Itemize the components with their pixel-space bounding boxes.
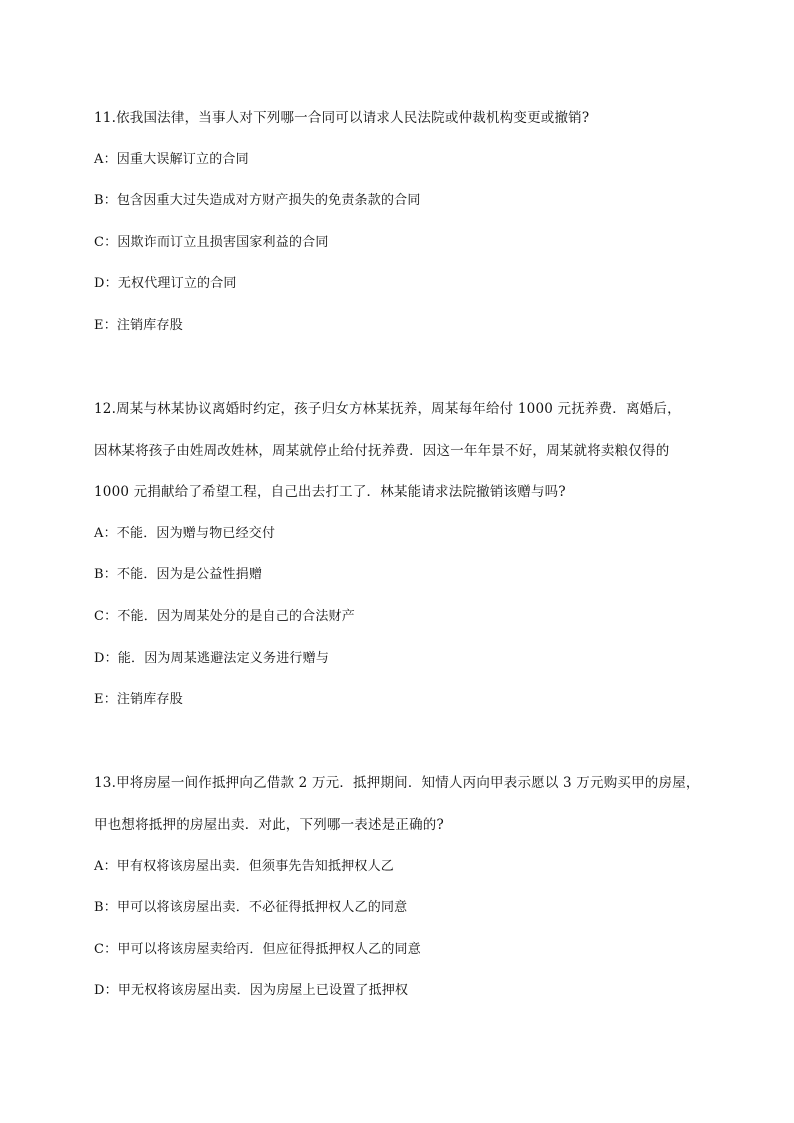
question-12-option-d: D：能．因为周某逃避法定义务进行赠与 — [94, 651, 330, 666]
question-11-option-a: A：因重大误解订立的合同 — [94, 152, 249, 167]
question-13-option-b: B：甲可以将该房屋出卖．不必征得抵押权人乙的同意 — [94, 900, 408, 915]
question-13-option-a: A：甲有权将该房屋出卖．但须事先告知抵押权人乙 — [94, 859, 394, 874]
question-11-option-d: D：无权代理订立的合同 — [94, 276, 237, 291]
question-13-option-d: D：甲无权将该房屋出卖．因为房屋上已设置了抵押权 — [94, 983, 409, 998]
question-12-stem-line-3: 1000 元捐献给了希望工程，自己出去打工了．林某能请求法院撤销该赠与吗? — [94, 484, 566, 500]
question-12-stem-line-2: 因林某将孩子由姓周改姓林，周某就停止给付抚养费．因这一年年景不好，周某就将卖粮仅得的 — [94, 443, 670, 459]
question-12-option-e: E：注销库存股 — [94, 692, 183, 707]
question-12-option-b: B：不能．因为是公益性捐赠 — [94, 567, 263, 582]
question-11-option-c: C：因欺诈而订立且损害国家利益的合同 — [94, 235, 329, 250]
question-13-stem-line-2: 甲也想将抵押的房屋出卖．对此，下列哪一表述是正确的? — [94, 817, 444, 833]
question-12-option-a: A：不能．因为赠与物已经交付 — [94, 526, 276, 541]
question-13-option-c: C：甲可以将该房屋卖给丙．但应征得抵押权人乙的同意 — [94, 942, 421, 957]
question-11-option-e: E：注销库存股 — [94, 318, 183, 333]
question-13-stem-line-1: 13.甲将房屋一间作抵押向乙借款 2 万元．抵押期间．知情人丙向甲表示愿以 3 万元购买甲的房屋， — [94, 775, 700, 791]
question-11-option-b: B：包含因重大过失造成对方财产损失的免责条款的合同 — [94, 193, 421, 208]
question-11-stem: 11.依我国法律，当事人对下列哪一合同可以请求人民法院或仲裁机构变更或撤销? — [94, 110, 590, 126]
question-12-option-c: C：不能．因为周某处分的是自己的合法财产 — [94, 609, 355, 624]
question-12-stem-line-1: 12.周某与林某协议离婚时约定，孩子归女方林某抚养，周某每年给付 1000 元抚养费．离婚后， — [94, 401, 681, 417]
